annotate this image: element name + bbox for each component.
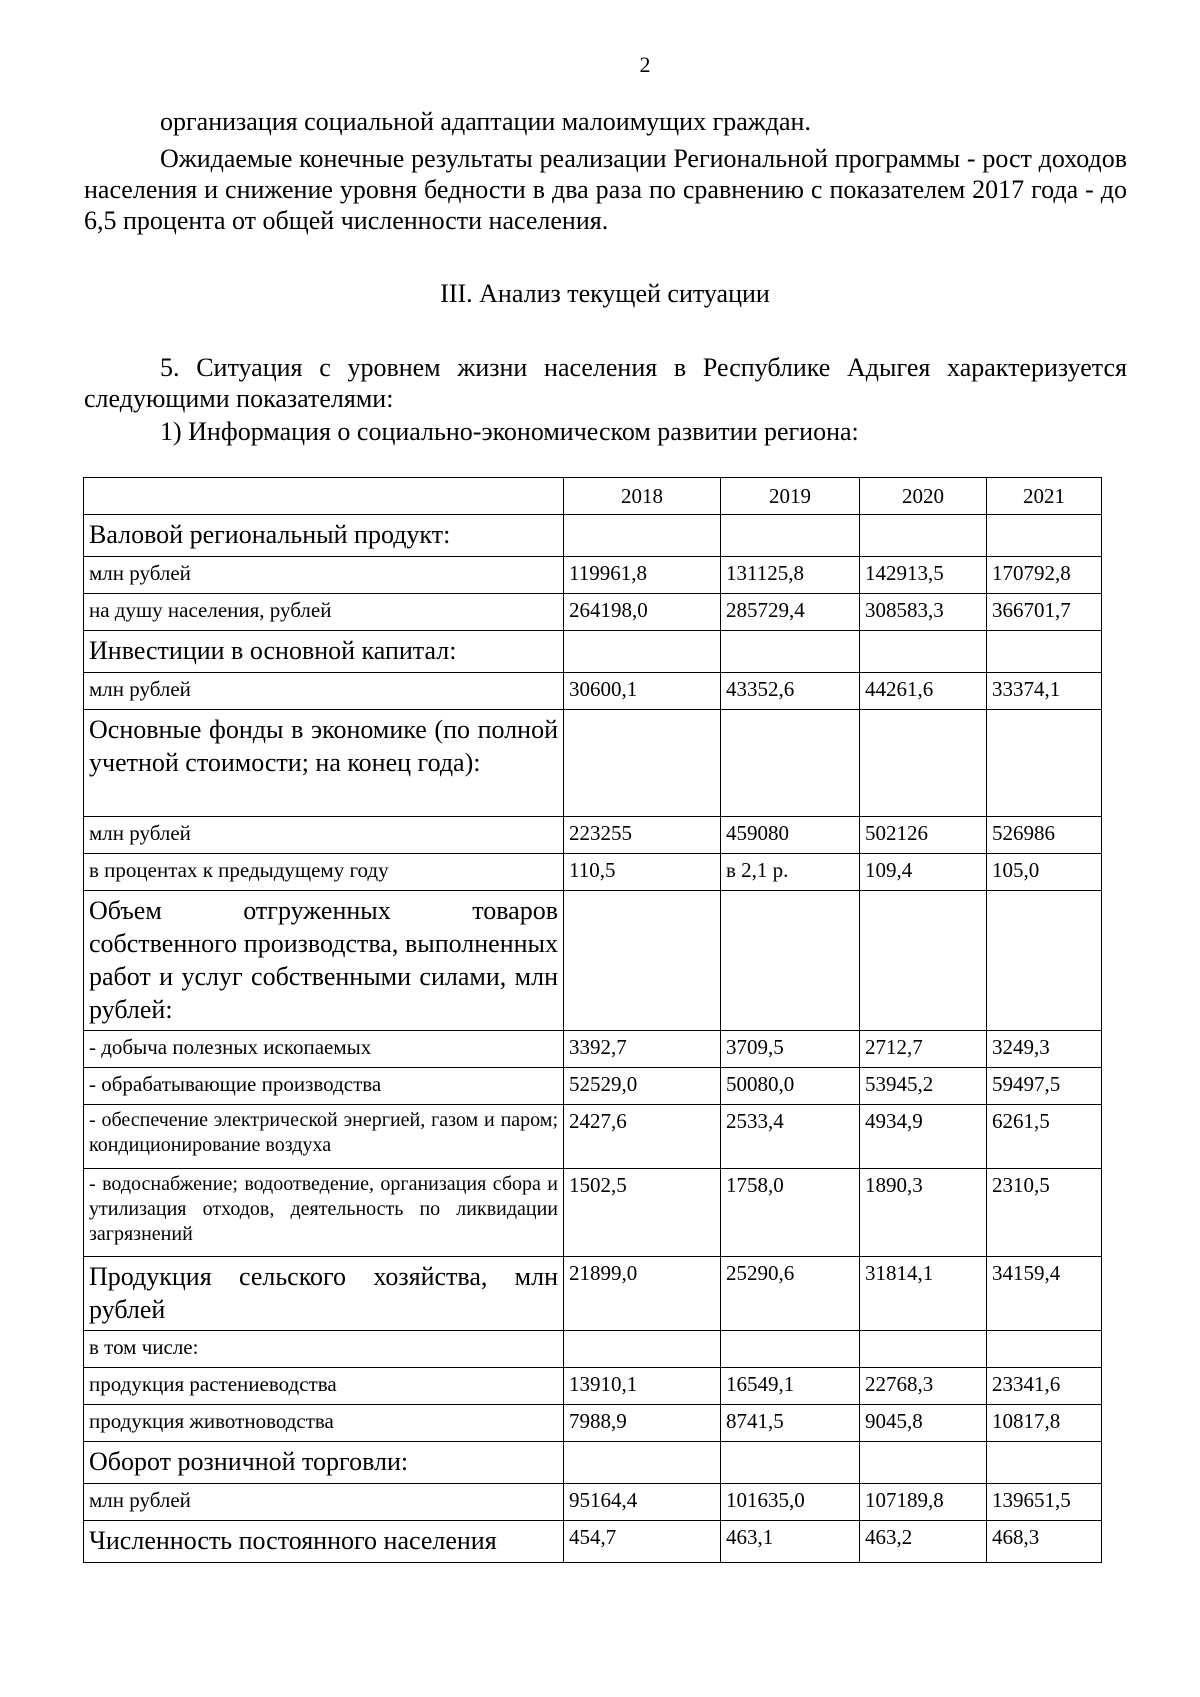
cell-value [721,891,860,1031]
row-label: продукция животноводства [84,1405,564,1442]
cell-value: в 2,1 р. [721,854,860,891]
row-label: Продукция сельского хозяйства, млн рублей [84,1257,564,1331]
table-row [84,1031,1102,1068]
cell-value: 502126 [860,817,987,854]
row-label: - обеспечение электрической энергией, газом и паром; кондиционирование воздуха [84,1105,564,1169]
row-label: Валовой региональный продукт: [84,515,564,557]
table-row [84,1105,1102,1169]
cell-value: 50080,0 [721,1068,860,1105]
table-row [84,557,1102,594]
row-label: Объем отгруженных товаров собственного производства, выполненных работ и услуг собственными силами, млн рублей: [84,891,564,1031]
row-label: Оборот розничной торговли: [84,1442,564,1484]
year-header: 2020 [860,478,987,515]
row-label: в процентах к предыдущему году [84,854,564,891]
paragraph-adaptation: организация социальной адаптации малоимущих граждан. [160,107,811,136]
cell-value [987,515,1102,557]
cell-value: 119961,8 [564,557,721,594]
cell-value: 8741,5 [721,1405,860,1442]
cell-value: 526986 [987,817,1102,854]
cell-value [564,631,721,673]
section-heading: III. Анализ текущей ситуации [440,279,770,308]
row-label: - добыча полезных ископаемых [84,1031,564,1068]
cell-value: 107189,8 [860,1484,987,1521]
table-row [84,1169,1102,1257]
row-label: млн рублей [84,673,564,710]
cell-value: 23341,6 [987,1368,1102,1405]
row-label: млн рублей [84,557,564,594]
cell-value [860,710,987,817]
page-number: 2 [639,52,651,77]
cell-value: 2310,5 [987,1169,1102,1257]
table-row [84,817,1102,854]
cell-value [860,631,987,673]
cell-value: 4934,9 [860,1105,987,1169]
table-row [84,710,1102,817]
cell-value: 1502,5 [564,1169,721,1257]
cell-value: 43352,6 [721,673,860,710]
cell-value [860,1331,987,1368]
row-label: - водоснабжение; водоотведение, организация сбора и утилизация отходов, деятельность по ликвидации загрязнений [84,1169,564,1257]
cell-value: 2712,7 [860,1031,987,1068]
cell-value: 53945,2 [860,1068,987,1105]
row-label: в том числе: [84,1331,564,1368]
paragraph-expected-results: Ожидаемые конечные результаты реализации Региональной программы - рост доходов населения и снижение уровня бедности в два раза по сравнению с показателем 2017 года - до 6,5 процента от общей численности населения. [84,144,1127,235]
cell-value: 131125,8 [721,557,860,594]
cell-value: 1758,0 [721,1169,860,1257]
table-row [84,1068,1102,1105]
cell-value: 10817,8 [987,1405,1102,1442]
table-row [84,1521,1102,1563]
cell-value: 33374,1 [987,673,1102,710]
cell-value: 59497,5 [987,1068,1102,1105]
cell-value: 31814,1 [860,1257,987,1331]
table-row [84,1442,1102,1484]
year-header: 2019 [721,478,860,515]
row-label: Инвестиции в основной капитал: [84,631,564,673]
row-label: Основные фонды в экономике (по полной учетной стоимости; на конец года): [84,710,564,817]
cell-value: 110,5 [564,854,721,891]
cell-value: 468,3 [987,1521,1102,1563]
table-row [84,1257,1102,1331]
cell-value: 30600,1 [564,673,721,710]
cell-value: 285729,4 [721,594,860,631]
cell-value: 7988,9 [564,1405,721,1442]
row-label: на душу населения, рублей [84,594,564,631]
table-header-row [84,478,1102,515]
cell-value [564,1331,721,1368]
cell-value: 13910,1 [564,1368,721,1405]
table-row [84,594,1102,631]
table-row [84,515,1102,557]
table-header-empty [84,478,564,515]
cell-value: 3392,7 [564,1031,721,1068]
cell-value: 44261,6 [860,673,987,710]
cell-value [987,710,1102,817]
cell-value [721,515,860,557]
row-label: продукция растениеводства [84,1368,564,1405]
table-row [84,673,1102,710]
cell-value: 105,0 [987,854,1102,891]
cell-value: 1890,3 [860,1169,987,1257]
cell-value: 170792,8 [987,557,1102,594]
cell-value [721,1331,860,1368]
cell-value [721,710,860,817]
cell-value: 101635,0 [721,1484,860,1521]
cell-value: 2427,6 [564,1105,721,1169]
cell-value [987,891,1102,1031]
cell-value: 463,2 [860,1521,987,1563]
row-label: млн рублей [84,1484,564,1521]
table-row [84,631,1102,673]
table-row [84,1484,1102,1521]
cell-value [564,1442,721,1484]
cell-value [721,1442,860,1484]
cell-value: 264198,0 [564,594,721,631]
cell-value [860,1442,987,1484]
row-label: млн рублей [84,817,564,854]
cell-value: 9045,8 [860,1405,987,1442]
table-row [84,1368,1102,1405]
cell-value: 3249,3 [987,1031,1102,1068]
cell-value: 463,1 [721,1521,860,1563]
cell-value: 223255 [564,817,721,854]
cell-value: 52529,0 [564,1068,721,1105]
row-label: Численность постоянного населения [84,1521,564,1563]
year-header: 2018 [564,478,721,515]
cell-value: 25290,6 [721,1257,860,1331]
cell-value: 6261,5 [987,1105,1102,1169]
cell-value: 95164,4 [564,1484,721,1521]
cell-value [860,515,987,557]
paragraph-situation: 5. Ситуация с уровнем жизни населения в Республике Адыгея характеризуется следующими показателями: [84,353,1127,413]
table-row [84,854,1102,891]
cell-value [987,631,1102,673]
cell-value: 2533,4 [721,1105,860,1169]
year-header: 2021 [987,478,1102,515]
cell-value [564,891,721,1031]
cell-value: 22768,3 [860,1368,987,1405]
cell-value: 109,4 [860,854,987,891]
cell-value: 16549,1 [721,1368,860,1405]
indicators-table [83,477,1102,1563]
cell-value: 34159,4 [987,1257,1102,1331]
cell-value [987,1442,1102,1484]
table-row [84,891,1102,1031]
cell-value [987,1331,1102,1368]
cell-value: 459080 [721,817,860,854]
cell-value: 139651,5 [987,1484,1102,1521]
cell-value [564,515,721,557]
paragraph-info: 1) Информация о социально-экономическом развитии региона: [160,417,859,446]
table-row [84,1331,1102,1368]
cell-value: 21899,0 [564,1257,721,1331]
cell-value [564,710,721,817]
cell-value: 3709,5 [721,1031,860,1068]
cell-value [721,631,860,673]
cell-value [860,891,987,1031]
cell-value: 142913,5 [860,557,987,594]
table-row [84,1405,1102,1442]
cell-value: 308583,3 [860,594,987,631]
row-label: - обрабатывающие производства [84,1068,564,1105]
cell-value: 366701,7 [987,594,1102,631]
cell-value: 454,7 [564,1521,721,1563]
